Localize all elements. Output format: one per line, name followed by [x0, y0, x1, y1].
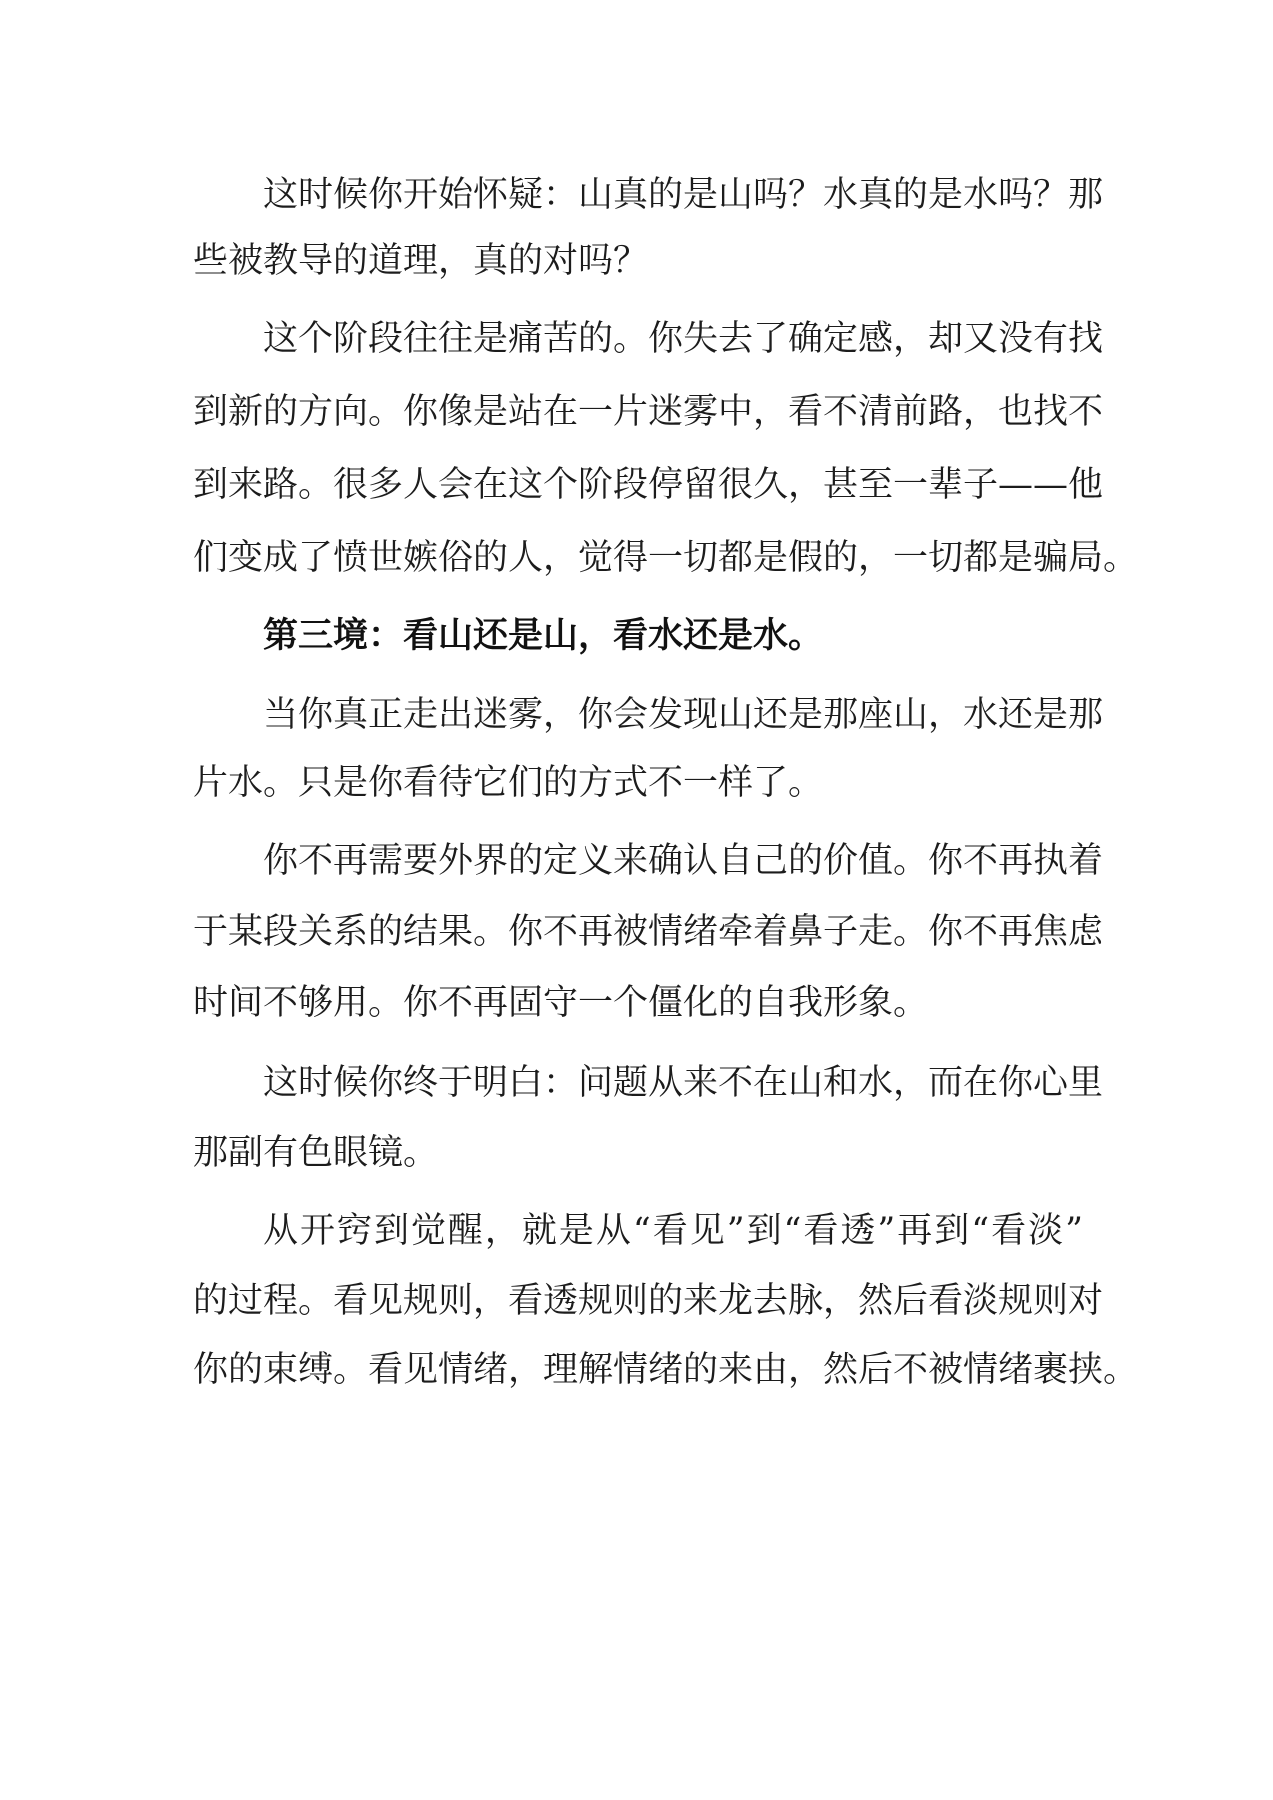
- paragraph-2-line-4: 们变成了愤世嫉俗的人，觉得一切都是假的，一切都是骗局。: [193, 538, 1139, 578]
- paragraph-4-line-1: 你不再需要外界的定义来确认自己的价值。你不再执着: [263, 841, 1104, 881]
- paragraph-2-line-3: 到来路。很多人会在这个阶段停留很久，甚至一辈子——他: [193, 465, 1104, 505]
- paragraph-6-line-3: 你的束缚。看见情绪，理解情绪的来由，然后不被情绪裹挟。: [193, 1350, 1139, 1390]
- paragraph-6-line-2: 的过程。看见规则，看透规则的来龙去脉，然后看淡规则对: [193, 1281, 1104, 1321]
- paragraph-3-line-1: 当你真正走出迷雾，你会发现山还是那座山，水还是那: [263, 695, 1104, 735]
- paragraph-2-line-1: 这个阶段往往是痛苦的。你失去了确定感，却又没有找: [263, 319, 1104, 359]
- section-heading: 第三境：看山还是山，看水还是水。: [263, 615, 824, 656]
- paragraph-5-line-2: 那副有色眼镜。: [193, 1133, 439, 1173]
- paragraph-4-line-3: 时间不够用。你不再固守一个僵化的自我形象。: [193, 983, 929, 1023]
- paragraph-1-line-1: 这时候你开始怀疑：山真的是山吗？水真的是水吗？那: [263, 175, 1104, 215]
- paragraph-1-line-2: 些被教导的道理，真的对吗？: [193, 241, 649, 281]
- paragraph-6-line-1: 从开窍到觉醒，就是从“看见”到“看透”再到“看淡”: [263, 1211, 1083, 1251]
- paragraph-2-line-2: 到新的方向。你像是站在一片迷雾中，看不清前路，也找不: [193, 392, 1104, 432]
- paragraph-4-line-2: 于某段关系的结果。你不再被情绪牵着鼻子走。你不再焦虑: [193, 912, 1104, 952]
- paragraph-5-line-1: 这时候你终于明白：问题从来不在山和水，而在你心里: [263, 1063, 1104, 1103]
- paragraph-3-line-2: 片水。只是你看待它们的方式不一样了。: [193, 763, 824, 803]
